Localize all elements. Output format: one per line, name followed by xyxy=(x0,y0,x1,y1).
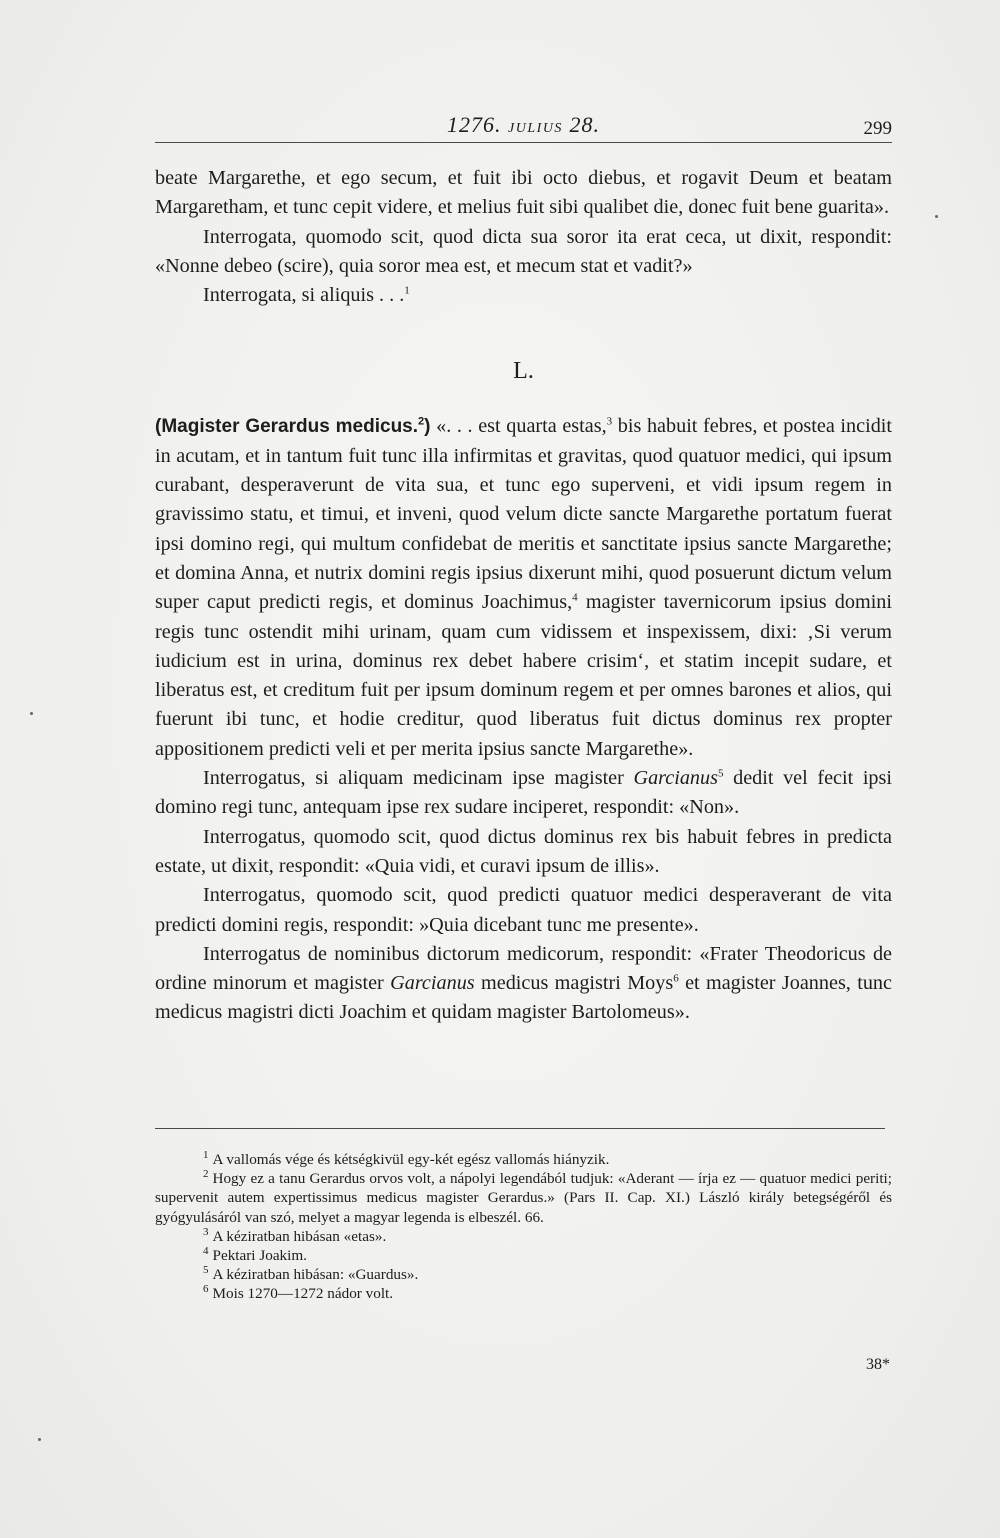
paragraph: beate Margarethe, et ego secum, et fuit ibi octo diebus, et rogavit Deum et beatam Margaretham, et tunc cepit videre, et melius fuit sibi qualibet die, donec fuit bene guarita». xyxy=(155,167,892,219)
footnote: $^3$ A kéziratban hibásan «etas». xyxy=(203,1225,387,1245)
footnote: $^1$ A vallomás vége és kétségkivül egy-két egész vallomás hiányzik. xyxy=(203,1148,610,1168)
person-name: Garcianus xyxy=(633,767,718,790)
footnote: $^6$ Mois 1270—1272 nádor volt. xyxy=(203,1283,394,1303)
running-title xyxy=(155,112,892,138)
paper-speck xyxy=(935,215,938,218)
paragraph-text: magister tavernicorum ipsius domini regis tunc ostendit mihi urinam, quam cum vidissem et inspexissem, dixi: ‚Si verum iudicium est in urina, dominus rex debet habere crisim‘, et statim incepit sudare, et liberatus est, et creditum fuit per ipsum dominum regem et per omnes barones et alios, qui fuerunt ibi tunc, et hodie creditur, quod liberatus fuit dictus dominus rex propter appositionem predicti veli et per merita ipsius sancte Margarethe». xyxy=(155,591,892,760)
footnote: $^5$ A kéziratban hibásan: «Guardus». xyxy=(203,1264,419,1284)
paragraph-text: «. . . est quarta estas, xyxy=(430,415,607,438)
running-day: 28. xyxy=(569,112,600,137)
section-heading: (Magister Gerardus medicus.$^2$) xyxy=(155,416,431,438)
paragraph: Interrogatus de nominibus dictorum medicorum, respondit: «Frater Theodoricus de ordine minorum et magister Garcianus medicus magistri Moys$^6$ et magister Joannes, tunc medicus magistri dicti Joachim et quidam magister Bartolomeus». xyxy=(155,942,892,1024)
footnote-ref: 2 xyxy=(418,416,425,429)
paragraph: Interrogata, quomodo scit, quod dicta sua soror ita erat ceca, ut dixit, respondit: «Nonne debeo (scire), quia soror mea est, et mecum stat et vadit?» xyxy=(155,225,892,277)
footnote: $^4$ Pektari Joakim. xyxy=(203,1244,307,1265)
paragraph xyxy=(155,281,892,310)
footnotes xyxy=(155,1150,892,1304)
signature-mark: 38* xyxy=(866,1356,890,1373)
footnote-ref: 6 xyxy=(673,972,679,985)
running-head xyxy=(155,108,892,143)
footnote-divider xyxy=(155,1128,885,1129)
running-month: JULIUS xyxy=(508,121,563,136)
running-year: 1276. xyxy=(447,112,502,137)
person-name: Garcianus xyxy=(390,972,475,995)
footnote: $^2$ Hogy ez a tanu Gerardus orvos volt, a nápolyi legendából tudjuk: «Aderant — írja ez — quatuor medici periti; supervenit autem expertissimus medicus magister Gerardus.» (Pars II. Cap. XI.) László király betegségéről és gyógyulásáról van szó, melyet a magyar legenda is elbeszél. 66. xyxy=(155,1168,892,1226)
footnote-ref: 1 xyxy=(404,284,410,297)
section-numeral: L. xyxy=(513,358,534,385)
main-text xyxy=(155,164,892,1028)
page-number: 299 xyxy=(863,118,892,139)
paper-speck xyxy=(38,1438,41,1441)
paragraph: Interrogatus, quomodo scit, quod dictus dominus rex bis habuit febres in predicta estate, ut dixit, respondit: «Quia vidi, et curavi ipsum de illis». xyxy=(155,825,892,877)
footnote-ref: 5 xyxy=(717,767,724,780)
paragraph xyxy=(155,412,892,764)
paragraph: Interrogatus, quomodo scit, quod predicti quatuor medici desperaverant de vita predicti domini regis, respondit: »Quia dicebant tunc me presente». xyxy=(155,884,892,936)
footnote-ref: 3 xyxy=(606,415,613,428)
paper-speck xyxy=(30,712,33,715)
paragraph-text: bis habuit febres, et postea incidit in acutam, et in tantum fuit tunc illa infirmitas et gravitas, quod quatuor medici, qui ipsum curabant, desperaverunt de vita sua, et tunc ego superveni, et vidi ipsum regem in gravissimo statu, et timui, et inveni, quod velum dicte sancte Margarethe portatum fuerat ipsi domino regi, qui multum confidebat de meritis et sanctitate ipsius sancte Margarethe; et domina Anna, et nutrix domini regis ipsius dixerunt mihi, quod posuerunt dictum velum super caput predicti regis, et dominus Joachimus, xyxy=(155,415,893,614)
paragraph: Interrogatus, si aliquam medicinam ipse magister Garcianus$^5$ dedit vel fecit ipsi domino regi tunc, antequam ipse rex sudare inciperet, respondit: «Non». xyxy=(155,767,892,819)
footnote-ref: 4 xyxy=(572,591,578,604)
paragraph-text: Interrogata, si aliquis . . . xyxy=(203,284,405,307)
